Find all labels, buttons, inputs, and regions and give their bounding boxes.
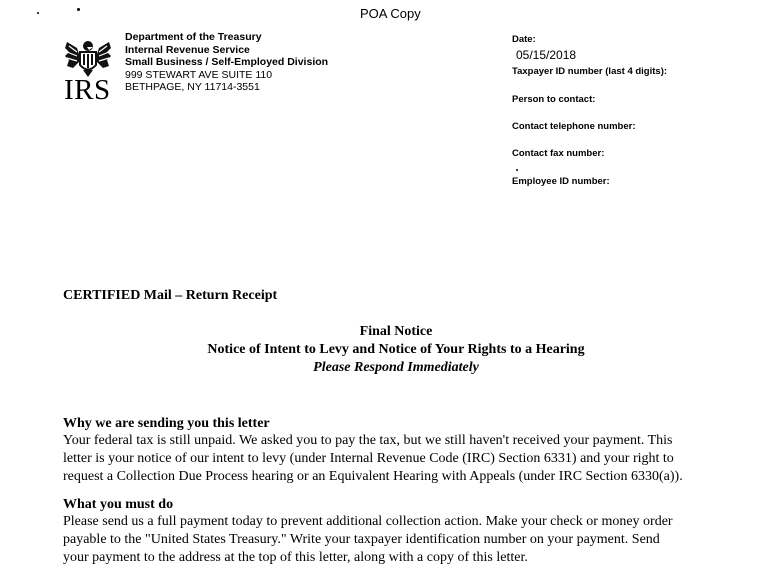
date-label: Date: bbox=[512, 34, 536, 45]
what-paragraph-line: Please send us a full payment today to prevent additional collection action. Make your check or money order bbox=[63, 514, 673, 529]
respond-immediately-subtitle: Please Respond Immediately bbox=[313, 360, 479, 375]
scan-speck bbox=[516, 169, 518, 171]
contact-fax-label: Contact fax number: bbox=[512, 148, 605, 159]
why-section-heading: Why we are sending you this letter bbox=[63, 416, 270, 431]
what-paragraph-line: payable to the "United States Treasury." Write your taxpayer identification number on your payment. Send bbox=[63, 532, 660, 547]
scan-speck bbox=[37, 12, 39, 14]
why-paragraph-line: letter is your notice of our intent to levy (under Internal Revenue Code (IRC) Section 6331) and your right to bbox=[63, 451, 674, 466]
irs-wordmark: IRS bbox=[64, 74, 111, 106]
person-to-contact-label: Person to contact: bbox=[512, 94, 596, 105]
sender-city: BETHPAGE, NY 11714-3551 bbox=[125, 81, 260, 93]
what-paragraph-line: your payment to the address at the top of this letter, along with a copy of this letter. bbox=[63, 550, 528, 565]
notice-of-intent-title: Notice of Intent to Levy and Notice of Your Rights to a Hearing bbox=[207, 342, 585, 357]
sender-agency: Internal Revenue Service bbox=[125, 43, 250, 56]
contact-phone-label: Contact telephone number: bbox=[512, 121, 636, 132]
taxpayer-id-label: Taxpayer ID number (last 4 digits): bbox=[512, 66, 668, 77]
sender-address-block bbox=[125, 31, 328, 94]
why-paragraph-line: request a Collection Due Process hearing or an Equivalent Hearing with Appeals (under IRC Section 6330(a)). bbox=[63, 469, 683, 484]
why-paragraph-line: Your federal tax is still unpaid. We asked you to pay the tax, but we still haven't received your payment. This bbox=[63, 433, 673, 448]
scan-speck bbox=[77, 8, 80, 11]
sender-division: Small Business / Self-Employed Division bbox=[125, 56, 329, 68]
date-value: 05/15/2018 bbox=[516, 48, 577, 62]
sender-street: 999 STEWART AVE SUITE 110 bbox=[125, 68, 273, 81]
what-section-heading: What you must do bbox=[63, 497, 174, 512]
poa-copy-label: POA Copy bbox=[360, 6, 421, 21]
employee-id-label: Employee ID number: bbox=[512, 176, 610, 187]
certified-mail-line: CERTIFIED Mail – Return Receipt bbox=[63, 288, 278, 303]
final-notice-title: Final Notice bbox=[359, 324, 433, 339]
sender-department: Department of the Treasury bbox=[125, 31, 262, 43]
